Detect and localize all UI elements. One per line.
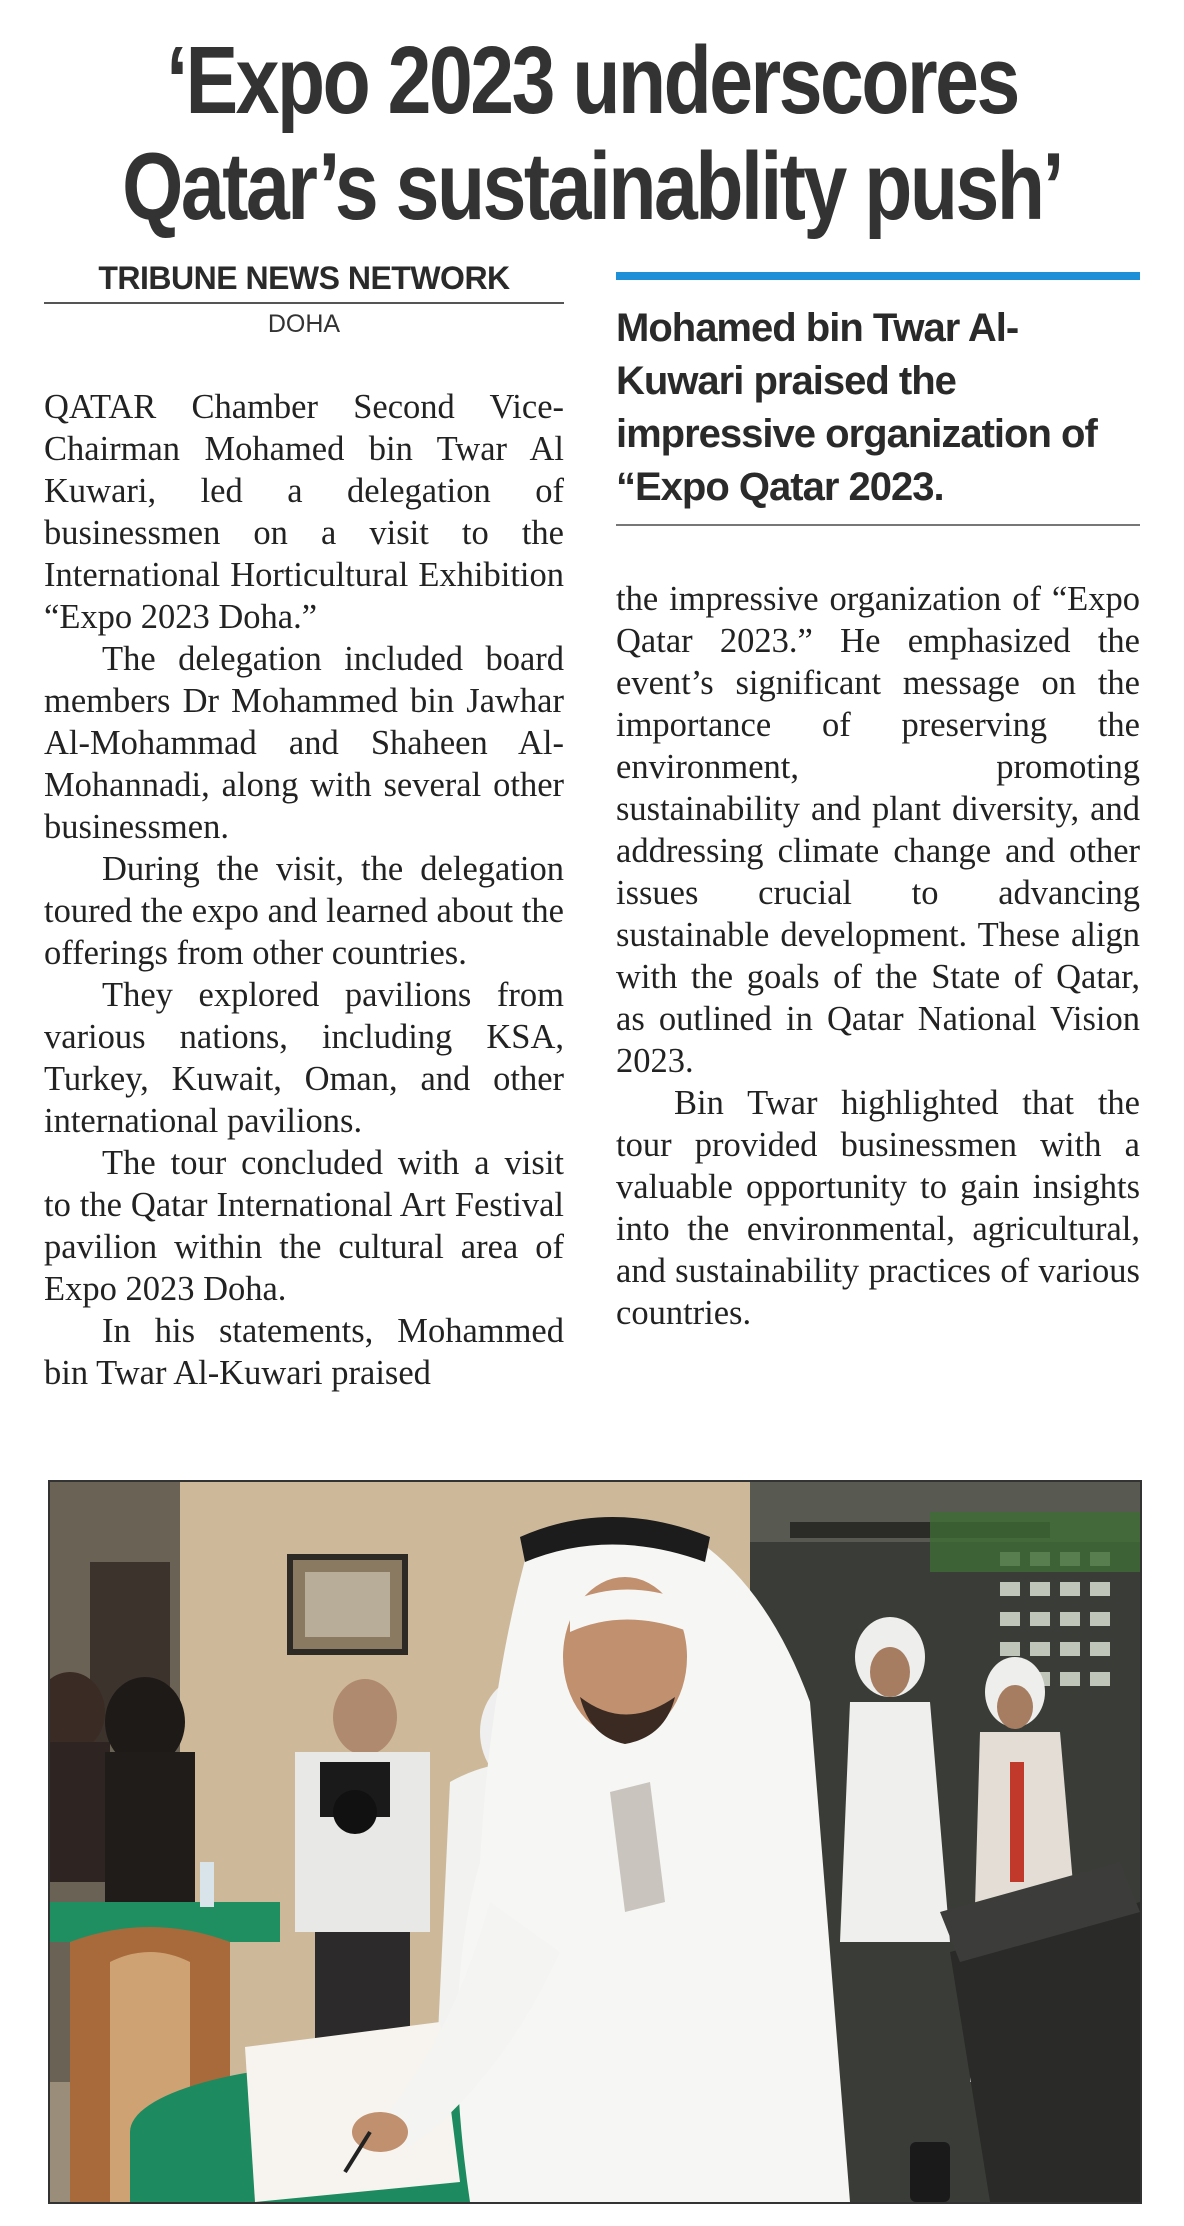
article-photo [48, 1480, 1142, 2204]
paragraph: The delegation included board members Dr Mohammed bin Jawhar Al-Mohammad and Shaheen Al-Mohannadi, along with several other businessmen. [44, 640, 564, 846]
article-photo-illustration [50, 1482, 1140, 2202]
pull-quote: Mohamed bin Twar Al-Kuwari praised the impressive organization of “Expo Qatar 2023. [616, 302, 1140, 526]
headline-line-2: Qatar’s sustainablity push’ [122, 133, 1062, 240]
headline [107, 28, 1078, 240]
paragraph: QATAR Chamber Second Vice-Chairman Mohamed bin Twar Al Kuwari, led a delegation of businessmen on a visit to the International Horticultural Exhibition “Expo 2023 Doha.” [44, 388, 564, 636]
paragraph: In his statements, Mohammed bin Twar Al-Kuwari praised [44, 1312, 564, 1392]
right-column-body [616, 578, 1140, 1334]
right-column [616, 272, 1140, 1334]
dateline: DOHA [267, 310, 341, 338]
paragraph: The tour concluded with a visit to the Qatar International Art Festival pavilion within the cultural area of Expo 2023 Doha. [44, 1144, 564, 1308]
paragraph: the impressive organization of “Expo Qatar 2023.” He emphasized the event’s significant message on the importance of preserving the environment, promoting sustainability and plant diversity, and addressing climate change and other issues crucial to advancing sustainable development. These align with the goals of the State of Qatar, as outlined in Qatar National Vision 2023. [616, 580, 1140, 1080]
byline: TRIBUNE NEWS NETWORK [44, 258, 564, 304]
paragraph: They explored pavilions from various nations, including KSA, Turkey, Kuwait, Oman, and other international pavilions. [44, 976, 564, 1140]
paragraph: Bin Twar highlighted that the tour provided businessmen with a valuable opportunity to gain insights into the environmental, agricultural, and sustainability practices of various countries. [616, 1084, 1140, 1332]
left-column [44, 258, 564, 1394]
paragraph: During the visit, the delegation toured the expo and learned about the offerings from other countries. [44, 850, 564, 972]
left-column-body [44, 386, 564, 1394]
headline-line-1: ‘Expo 2023 underscores [166, 27, 1018, 134]
pull-quote-accent-bar [616, 272, 1140, 280]
